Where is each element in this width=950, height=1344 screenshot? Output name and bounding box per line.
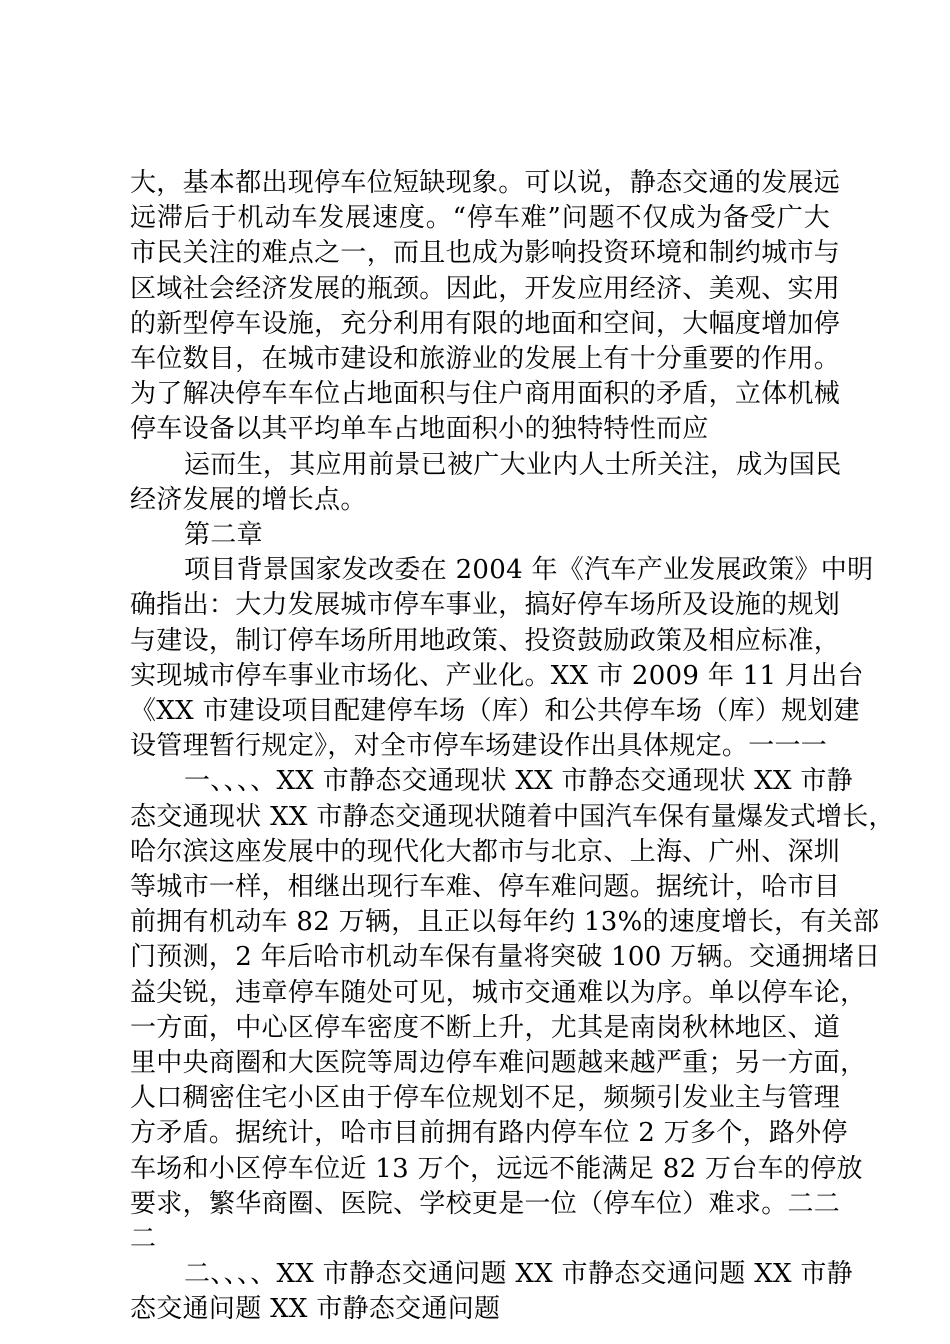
text-line: 确指出：大力发展城市停车事业，搞好停车场所及设施的规划 [130,590,841,621]
text-line: 停车设备以其平均单车占地面积小的独特特性而应 [130,414,709,445]
section-heading-line: 一、、、、XX 市静态交通现状 XX 市静态交通现状 XX 市静 [184,766,853,797]
text-line: 一方面，中心区停车密度不断上升，尤其是南岗秋林地区、道 [130,1012,841,1043]
text-line: 运而生，其应用前景已被广大业内人士所关注，成为国民 [184,449,842,480]
chapter-heading: 第二章 [184,520,263,550]
text-line: 里中央商圈和大医院等周边停车难问题越来越严重；另一方面， [130,1048,867,1078]
text-line: 区域社会经济发展的瓶颈。因此，开发应用经济、美观、实用 [130,273,841,304]
text-line: 门预测，2 年后哈市机动车保有量将突破 100 万辆。交通拥堵日 [130,942,881,973]
text-line: 等城市一样，相继出现行车难、停车难问题。据统计，哈市目 [130,872,841,902]
text-line: 的新型停车设施，充分利用有限的地面和空间，大幅度增加停 [130,308,841,339]
text-line: 《XX 市建设项目配建停车场（库）和公共停车场（库）规划建 [130,696,860,726]
text-line: 为了解决停车车位占地面积与住户商用面积的矛盾，立体机械 [130,379,841,410]
text-line: 市民关注的难点之一，而且也成为影响投资环境和制约城市与 [130,238,841,269]
text-line: 要求，繁华商圈、医院、学校更是一位（停车位）难求。二二 [130,1188,841,1219]
text-line: 方矛盾。据统计，哈市目前拥有路内停车位 2 万多个，路外停 [130,1118,848,1149]
text-line: 车位数目，在城市建设和旅游业的发展上有十分重要的作用。 [130,344,841,374]
text-line: 经济发展的增长点。 [130,484,367,515]
text-line: 人口稠密住宅小区由于停车位规划不足，频频引发业主与管理 [130,1083,841,1114]
text-line: 远滞后于机动车发展速度。“停车难”问题不仅成为备受广大 [130,203,830,234]
text-line: 益尖锐，违章停车随处可见，城市交通难以为序。单以停车论， [130,977,867,1008]
text-line: 二、、、、XX 市静态交通问题 XX 市静态交通问题 XX 市静 [184,1259,853,1290]
text-line: 与建设，制订停车场所用地政策、投资鼓励政策及相应标准， [130,625,841,656]
text-line: 实现城市停车事业市场化、产业化。XX 市 2009 年 11 月出台 [130,660,864,691]
text-line: 态交通问题 XX 市静态交通问题 [130,1294,501,1325]
text-line: 项目背景国家发改委在 2004 年《汽车产业发展政策》中明 [184,555,874,586]
text-line: 态交通现状 XX 市静态交通现状随着中国汽车保有量爆发式增长， [130,801,895,832]
text-line: 大，基本都出现停车位短缺现象。可以说，静态交通的发展远 [130,168,841,198]
text-line: 哈尔滨这座发展中的现代化大都市与北京、上海、广州、深圳 [130,836,841,867]
text-line: 二 [130,1224,157,1254]
text-line: 车场和小区停车位近 13 万个，远远不能满足 82 万台车的停放 [130,1153,863,1184]
text-line: 前拥有机动车 82 万辆，且正以每年约 13%的速度增长，有关部 [130,907,880,938]
text-line: 设管理暂行规定》，对全市停车场建设作出具体规定。一一一 [130,731,828,762]
